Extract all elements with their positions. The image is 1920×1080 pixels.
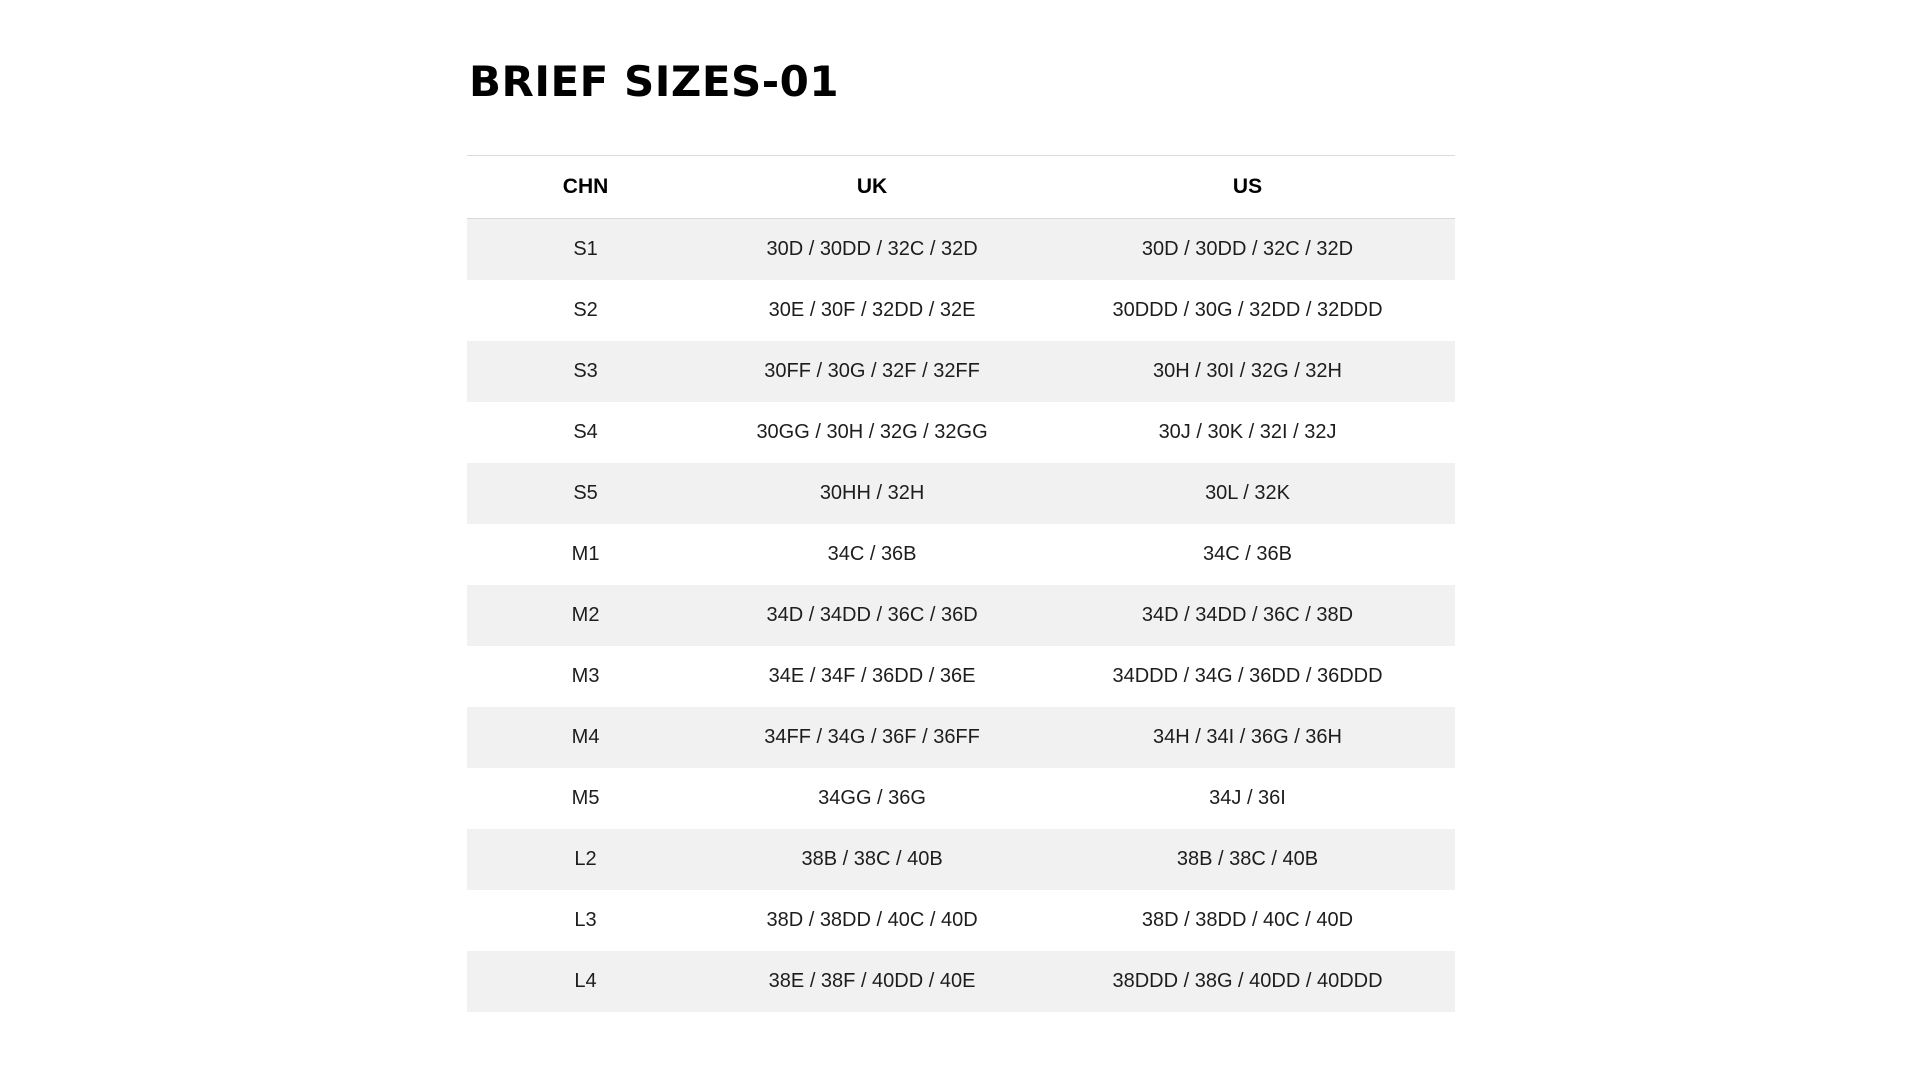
us-size-cell: 34H / 34I / 36G / 36H <box>1153 725 1342 748</box>
chn-size-cell: L2 <box>574 847 597 870</box>
table-row <box>467 463 1455 524</box>
page-title: BRIEF SIZES-01 <box>469 57 840 106</box>
chn-size-cell: S3 <box>573 359 598 382</box>
chn-size-cell: M3 <box>571 664 600 687</box>
uk-size-cell: 38E / 38F / 40DD / 40E <box>768 969 976 992</box>
uk-size-cell: 34D / 34DD / 36C / 36D <box>766 603 978 626</box>
uk-size-cell: 34C / 36B <box>827 542 917 565</box>
column-header-chn: CHN <box>562 175 609 199</box>
table-row <box>467 524 1455 585</box>
chn-size-cell: M1 <box>571 542 600 565</box>
chn-size-cell: S1 <box>573 238 598 261</box>
uk-size-cell: 38D / 38DD / 40C / 40D <box>766 908 978 931</box>
column-header-uk: UK <box>856 175 888 199</box>
us-size-cell: 38B / 38C / 40B <box>1176 847 1319 870</box>
us-size-cell: 34C / 36B <box>1203 542 1292 565</box>
chn-size-cell: S2 <box>573 298 598 321</box>
table-head <box>467 156 1455 219</box>
table-row <box>467 890 1455 951</box>
us-size-cell: 34DDD / 34G / 36DD / 36DDD <box>1112 664 1383 687</box>
us-size-cell: 34D / 34DD / 36C / 38D <box>1141 603 1354 626</box>
uk-size-cell: 30D / 30DD / 32C / 32D <box>766 238 978 261</box>
page-content <box>467 0 1455 1012</box>
uk-size-cell: 34E / 34F / 36DD / 36E <box>768 664 976 687</box>
table-header-row <box>467 156 1455 219</box>
table-row <box>467 402 1455 463</box>
table-row <box>467 585 1455 646</box>
table-row <box>467 646 1455 707</box>
table-row <box>467 768 1455 829</box>
table-row <box>467 341 1455 402</box>
chn-size-cell: M4 <box>571 725 600 748</box>
table-row <box>467 951 1455 1012</box>
us-size-cell: 30D / 30DD / 32C / 32D <box>1141 238 1354 261</box>
uk-size-cell: 30E / 30F / 32DD / 32E <box>768 298 976 321</box>
uk-size-cell: 34FF / 34G / 36F / 36FF <box>764 725 980 748</box>
chn-size-cell: L3 <box>574 908 597 931</box>
uk-size-cell: 30GG / 30H / 32G / 32GG <box>756 420 988 443</box>
us-size-cell: 30DDD / 30G / 32DD / 32DDD <box>1112 298 1383 321</box>
chn-size-cell: S4 <box>573 420 598 443</box>
column-header-us: US <box>1232 175 1263 199</box>
us-size-cell: 34J / 36I <box>1209 786 1286 809</box>
us-size-cell: 30J / 30K / 32I / 32J <box>1158 420 1337 443</box>
uk-size-cell: 38B / 38C / 40B <box>801 847 943 870</box>
us-size-cell: 38DDD / 38G / 40DD / 40DDD <box>1112 969 1383 992</box>
uk-size-cell: 30HH / 32H <box>819 481 925 504</box>
table-row <box>467 219 1455 280</box>
table-row <box>467 707 1455 768</box>
us-size-cell: 30H / 30I / 32G / 32H <box>1153 359 1342 382</box>
table-row <box>467 829 1455 890</box>
uk-size-cell: 30FF / 30G / 32F / 32FF <box>764 359 980 382</box>
table-row <box>467 280 1455 341</box>
us-size-cell: 38D / 38DD / 40C / 40D <box>1141 908 1354 931</box>
chn-size-cell: M2 <box>571 603 600 626</box>
table-body <box>467 219 1455 1012</box>
us-size-cell: 30L / 32K <box>1205 481 1290 504</box>
chn-size-cell: M5 <box>571 786 600 809</box>
size-chart-table <box>467 155 1455 1012</box>
chn-size-cell: L4 <box>574 969 597 992</box>
uk-size-cell: 34GG / 36G <box>818 786 926 809</box>
chn-size-cell: S5 <box>573 481 598 504</box>
